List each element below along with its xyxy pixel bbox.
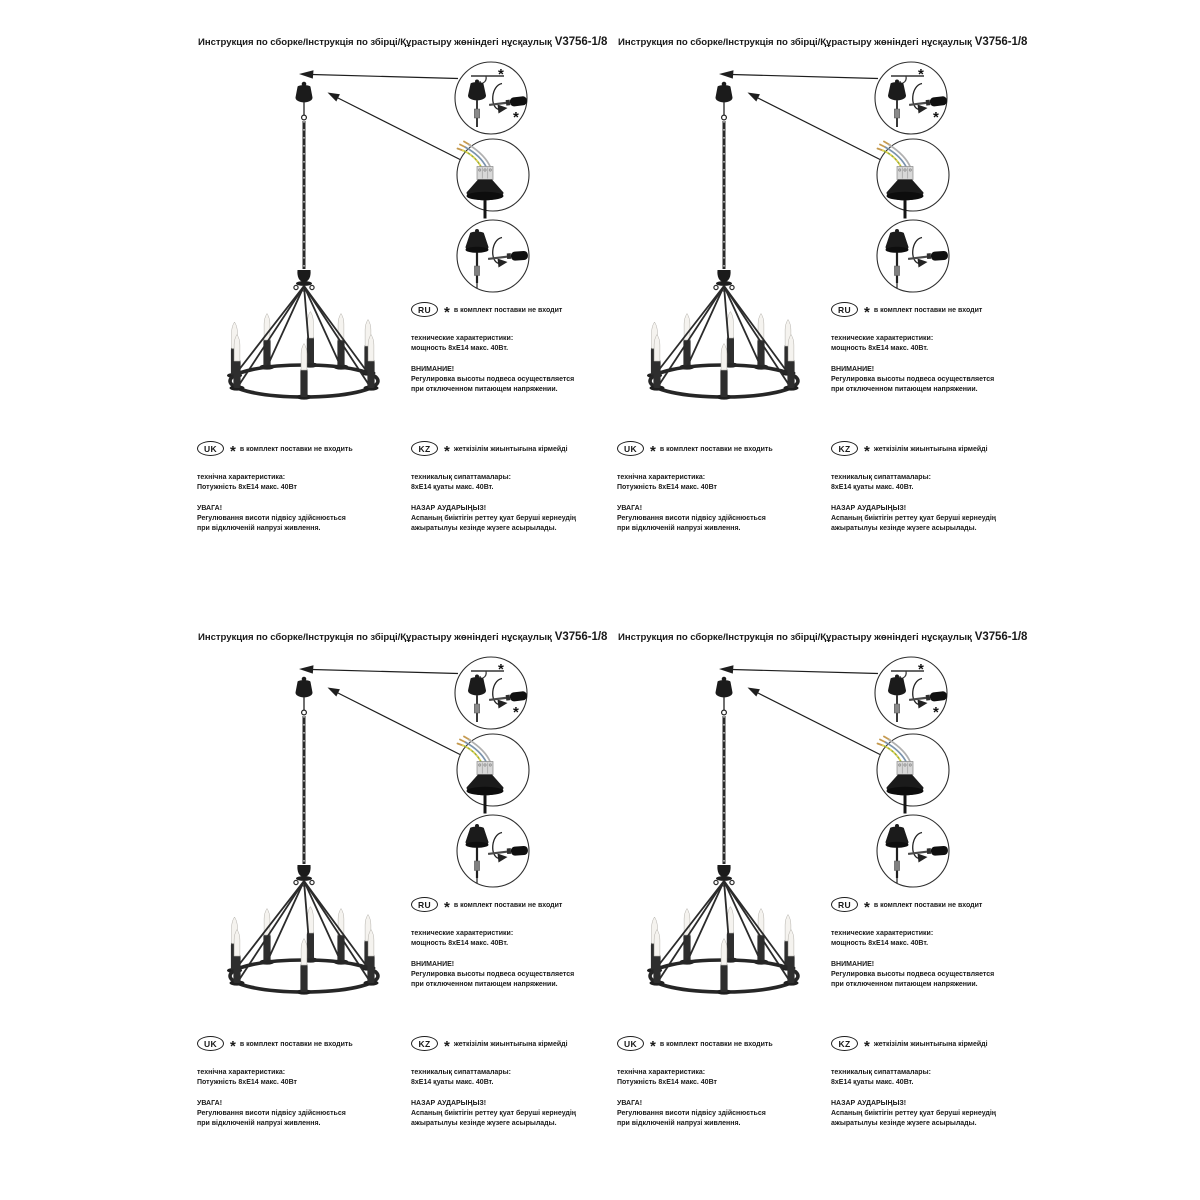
ru-warning-line1: Регулировка высоты подвеса осуществляется	[831, 376, 995, 383]
kz-spec-title: техникалық сипаттамалары:	[411, 1069, 511, 1076]
ru-note-row	[831, 301, 1013, 321]
asterisk-mark: *	[918, 66, 924, 83]
ru-warning-title: ВНИМАНИЕ!	[831, 961, 875, 968]
ru-note-text: в комплект поставки не входит	[453, 306, 563, 314]
instruction-sheet	[605, 21, 1028, 601]
kz-note-row	[831, 440, 1013, 460]
asterisk-mark: *	[933, 109, 939, 126]
kz-warning	[831, 1099, 1013, 1129]
ru-specs	[411, 929, 593, 949]
uk-spec-value: Потужність 8хЕ14 макс. 40Вт	[617, 1079, 717, 1086]
ceiling-canopy-icon	[296, 677, 313, 715]
title-text: Инструкция по сборке/Інструкція по збірці/Құрастыру жөніндегі нұсқаулық	[198, 37, 552, 48]
lang-badge-uk: UK	[197, 441, 224, 456]
kz-warning-title: НАЗАР АУДАРЫҢЫЗ!	[411, 1100, 487, 1107]
model-number: V3756-1/8	[974, 36, 1028, 48]
uk-note-row	[197, 440, 379, 460]
model-number: V3756-1/8	[974, 631, 1028, 643]
asterisk-mark: *	[230, 442, 236, 460]
pointer-arrow-to-canopy	[299, 665, 458, 673]
asterisk-mark: *	[444, 898, 450, 916]
pointer-arrow-to-canopy	[719, 665, 878, 673]
uk-warning-line2: при відключеній напрузі живлення.	[617, 525, 741, 532]
kz-warning-title: НАЗАР АУДАРЫҢЫЗ!	[831, 1100, 907, 1107]
uk-warning	[617, 504, 799, 534]
uk-spec-title: технічна характеристика:	[197, 1069, 286, 1076]
kz-warning	[411, 1099, 593, 1129]
terminal-block-icon	[477, 762, 493, 775]
lang-badge-ru: RU	[411, 302, 438, 317]
asterisk-mark: *	[513, 109, 519, 126]
title-text: Инструкция по сборке/Інструкція по збірці/Құрастыру жөніндегі нұсқаулық	[618, 37, 972, 48]
uk-warning-title: УВАГА!	[617, 505, 643, 512]
ru-warning	[831, 960, 1013, 990]
kz-warning-title: НАЗАР АУДАРЫҢЫЗ!	[411, 505, 487, 512]
ru-spec-value: мощность 8хЕ14 макс. 40Вт.	[411, 940, 509, 947]
ru-spec-value: мощность 8хЕ14 макс. 40Вт.	[831, 940, 929, 947]
asterisk-mark: *	[864, 303, 870, 321]
uk-warning-line2: при відключеній напрузі живлення.	[617, 1120, 741, 1127]
uk-spec-title: технічна характеристика:	[617, 1069, 706, 1076]
terminal-block-icon	[897, 762, 913, 775]
ru-warning-line2: при отключенном питающем напряжении.	[411, 386, 558, 393]
model-number: V3756-1/8	[554, 631, 608, 643]
ru-warning	[411, 960, 593, 990]
kz-warning-line2: ажыратылуы кезінде жүзеге асырылады.	[411, 1120, 557, 1127]
chandelier-drawing	[647, 82, 799, 400]
callout-canopy-mounting	[455, 657, 527, 729]
callout-canopy-mounting	[455, 62, 527, 134]
kz-spec-value: 8хЕ14 қуаты макс. 40Вт.	[411, 484, 494, 491]
kz-spec-title: техникалық сипаттамалары:	[411, 474, 511, 481]
uk-warning-title: УВАГА!	[617, 1100, 643, 1107]
section-ru	[411, 896, 593, 990]
sheet-bottom-right	[605, 616, 1028, 1196]
kz-note-text: жеткізілім жиынтығына кірмейді	[453, 445, 568, 453]
callout-wiring-terminal	[877, 734, 949, 814]
uk-specs	[197, 473, 379, 493]
kz-warning-line1: Аспаның биіктігін реттеу қуат беруші кернеудің	[411, 515, 577, 522]
uk-note-text: в комплект поставки не входить	[239, 1040, 353, 1048]
kz-warning	[411, 504, 593, 534]
title-text: Инструкция по сборке/Інструкція по збірці/Құрастыру жөніндегі нұсқаулық	[198, 632, 552, 643]
ru-warning	[831, 365, 1013, 395]
kz-warning-line2: ажыратылуы кезінде жүзеге асырылады.	[831, 1120, 977, 1127]
instruction-sheet	[185, 21, 608, 601]
section-ru	[411, 301, 593, 395]
ceiling-canopy-icon	[296, 82, 313, 120]
asterisk-mark: *	[864, 898, 870, 916]
ru-note-text: в комплект поставки не входит	[873, 901, 983, 909]
uk-specs	[617, 473, 799, 493]
kz-spec-title: техникалық сипаттамалары:	[831, 474, 931, 481]
ru-spec-value: мощность 8хЕ14 макс. 40Вт.	[411, 345, 509, 352]
uk-note-row	[617, 440, 799, 460]
kz-spec-value: 8хЕ14 қуаты макс. 40Вт.	[831, 484, 914, 491]
ru-warning-title: ВНИМАНИЕ!	[411, 366, 455, 373]
uk-warning-title: УВАГА!	[197, 1100, 223, 1107]
sheet-bottom-left	[185, 616, 608, 1196]
callout-height-adjustment	[877, 220, 949, 292]
kz-specs	[831, 473, 1013, 493]
kz-note-row	[411, 440, 593, 460]
uk-spec-value: Потужність 8хЕ14 макс. 40Вт	[617, 484, 717, 491]
uk-spec-title: технічна характеристика:	[617, 474, 706, 481]
kz-warning-line2: ажыратылуы кезінде жүзеге асырылады.	[411, 525, 557, 532]
lang-badge-ru: RU	[411, 897, 438, 912]
pointer-arrow-to-canopy	[719, 70, 878, 78]
callout-height-adjustment	[457, 220, 529, 292]
instruction-sheet	[605, 616, 1028, 1196]
pointer-arrow-to-wiring	[328, 93, 461, 160]
section-ru	[831, 896, 1013, 990]
chandelier-drawing	[227, 677, 379, 995]
ru-note-text: в комплект поставки не входит	[453, 901, 563, 909]
title-text: Инструкция по сборке/Інструкція по збірці/Құрастыру жөніндегі нұсқаулық	[618, 632, 972, 643]
model-number: V3756-1/8	[554, 36, 608, 48]
asterisk-mark: *	[864, 442, 870, 460]
uk-warning-line2: при відключеній напрузі живлення.	[197, 1120, 321, 1127]
uk-warning	[197, 1099, 379, 1129]
ru-spec-title: технические характеристики:	[411, 335, 514, 342]
section-kz	[831, 440, 1013, 534]
asterisk-mark: *	[498, 66, 504, 83]
ru-warning-line1: Регулировка высоты подвеса осуществляется	[411, 971, 575, 978]
pointer-arrow-to-canopy	[299, 70, 458, 78]
ru-note-row	[831, 896, 1013, 916]
ru-warning-line2: при отключенном питающем напряжении.	[411, 981, 558, 988]
kz-note-text: жеткізілім жиынтығына кірмейді	[453, 1040, 568, 1048]
callout-height-adjustment	[457, 815, 529, 887]
ru-warning-line1: Регулировка высоты подвеса осуществляется	[831, 971, 995, 978]
asterisk-mark: *	[864, 1037, 870, 1055]
terminal-block-icon	[477, 167, 493, 180]
ru-specs	[411, 334, 593, 354]
callout-wiring-terminal	[877, 139, 949, 219]
ru-warning-line2: при отключенном питающем напряжении.	[831, 386, 978, 393]
uk-warning-line1: Регулювання висоти підвісу здійснюється	[617, 515, 766, 522]
kz-note-text: жеткізілім жиынтығына кірмейді	[873, 1040, 988, 1048]
ru-note-text: в комплект поставки не входит	[873, 306, 983, 314]
ru-warning	[411, 365, 593, 395]
uk-specs	[197, 1068, 379, 1088]
asterisk-mark: *	[650, 442, 656, 460]
callout-height-adjustment	[877, 815, 949, 887]
uk-spec-value: Потужність 8хЕ14 макс. 40Вт	[197, 484, 297, 491]
lang-badge-kz: KZ	[411, 1036, 438, 1051]
section-kz	[411, 1035, 593, 1129]
asterisk-mark: *	[933, 704, 939, 721]
lang-badge-uk: UK	[617, 1036, 644, 1051]
section-uk	[197, 1035, 379, 1129]
asterisk-mark: *	[498, 661, 504, 678]
uk-warning-line1: Регулювання висоти підвісу здійснюється	[197, 1110, 346, 1117]
ru-spec-title: технические характеристики:	[831, 930, 934, 937]
kz-note-row	[411, 1035, 593, 1055]
asterisk-mark: *	[230, 1037, 236, 1055]
lang-badge-uk: UK	[617, 441, 644, 456]
uk-note-row	[197, 1035, 379, 1055]
kz-warning-line1: Аспаның биіктігін реттеу қуат беруші кернеудің	[831, 515, 997, 522]
ceiling-canopy-icon	[716, 82, 733, 120]
ru-note-row	[411, 301, 593, 321]
uk-warning	[197, 504, 379, 534]
ru-warning-title: ВНИМАНИЕ!	[411, 961, 455, 968]
ru-spec-title: технические характеристики:	[411, 930, 514, 937]
lang-badge-ru: RU	[831, 897, 858, 912]
kz-warning-line1: Аспаның биіктігін реттеу қуат беруші кернеудің	[411, 1110, 577, 1117]
uk-note-text: в комплект поставки не входить	[659, 1040, 773, 1048]
chandelier-drawing	[647, 677, 799, 995]
kz-warning-title: НАЗАР АУДАРЫҢЫЗ!	[831, 505, 907, 512]
ru-warning-line1: Регулировка высоты подвеса осуществляется	[411, 376, 575, 383]
instruction-sheet	[185, 616, 608, 1196]
uk-warning	[617, 1099, 799, 1129]
asterisk-mark: *	[444, 303, 450, 321]
ru-specs	[831, 929, 1013, 949]
uk-warning-line1: Регулювання висоти підвісу здійснюється	[617, 1110, 766, 1117]
asterisk-mark: *	[444, 442, 450, 460]
ceiling-canopy-icon	[716, 677, 733, 715]
ru-spec-value: мощность 8хЕ14 макс. 40Вт.	[831, 345, 929, 352]
ru-note-row	[411, 896, 593, 916]
kz-note-text: жеткізілім жиынтығына кірмейді	[873, 445, 988, 453]
uk-warning-line1: Регулювання висоти підвісу здійснюється	[197, 515, 346, 522]
lang-badge-uk: UK	[197, 1036, 224, 1051]
asterisk-mark: *	[650, 1037, 656, 1055]
kz-warning-line1: Аспаның биіктігін реттеу қуат беруші кернеудің	[831, 1110, 997, 1117]
ru-warning-line2: при отключенном питающем напряжении.	[831, 981, 978, 988]
uk-warning-title: УВАГА!	[197, 505, 223, 512]
terminal-block-icon	[897, 167, 913, 180]
section-ru	[831, 301, 1013, 395]
section-uk	[617, 440, 799, 534]
callout-canopy-mounting	[875, 62, 947, 134]
callout-canopy-mounting	[875, 657, 947, 729]
section-uk	[617, 1035, 799, 1129]
uk-warning-line2: при відключеній напрузі живлення.	[197, 525, 321, 532]
lang-badge-kz: KZ	[411, 441, 438, 456]
kz-warning	[831, 504, 1013, 534]
ru-warning-title: ВНИМАНИЕ!	[831, 366, 875, 373]
ru-specs	[831, 334, 1013, 354]
kz-warning-line2: ажыратылуы кезінде жүзеге асырылады.	[831, 525, 977, 532]
section-kz	[411, 440, 593, 534]
pointer-arrow-to-wiring	[748, 93, 881, 160]
sheet-top-right	[605, 21, 1028, 601]
lang-badge-kz: KZ	[831, 1036, 858, 1051]
kz-note-row	[831, 1035, 1013, 1055]
uk-note-text: в комплект поставки не входить	[659, 445, 773, 453]
sheet-top-left	[185, 21, 608, 601]
callout-wiring-terminal	[457, 139, 529, 219]
lang-badge-ru: RU	[831, 302, 858, 317]
callout-wiring-terminal	[457, 734, 529, 814]
asterisk-mark: *	[444, 1037, 450, 1055]
pointer-arrow-to-wiring	[748, 688, 881, 755]
lang-badge-kz: KZ	[831, 441, 858, 456]
uk-spec-title: технічна характеристика:	[197, 474, 286, 481]
section-uk	[197, 440, 379, 534]
section-kz	[831, 1035, 1013, 1129]
uk-note-row	[617, 1035, 799, 1055]
uk-note-text: в комплект поставки не входить	[239, 445, 353, 453]
asterisk-mark: *	[918, 661, 924, 678]
kz-specs	[411, 473, 593, 493]
kz-spec-value: 8хЕ14 қуаты макс. 40Вт.	[831, 1079, 914, 1086]
kz-specs	[831, 1068, 1013, 1088]
asterisk-mark: *	[513, 704, 519, 721]
pointer-arrow-to-wiring	[328, 688, 461, 755]
kz-spec-value: 8хЕ14 қуаты макс. 40Вт.	[411, 1079, 494, 1086]
ru-spec-title: технические характеристики:	[831, 335, 934, 342]
kz-specs	[411, 1068, 593, 1088]
chandelier-drawing	[227, 82, 379, 400]
uk-spec-value: Потужність 8хЕ14 макс. 40Вт	[197, 1079, 297, 1086]
kz-spec-title: техникалық сипаттамалары:	[831, 1069, 931, 1076]
uk-specs	[617, 1068, 799, 1088]
